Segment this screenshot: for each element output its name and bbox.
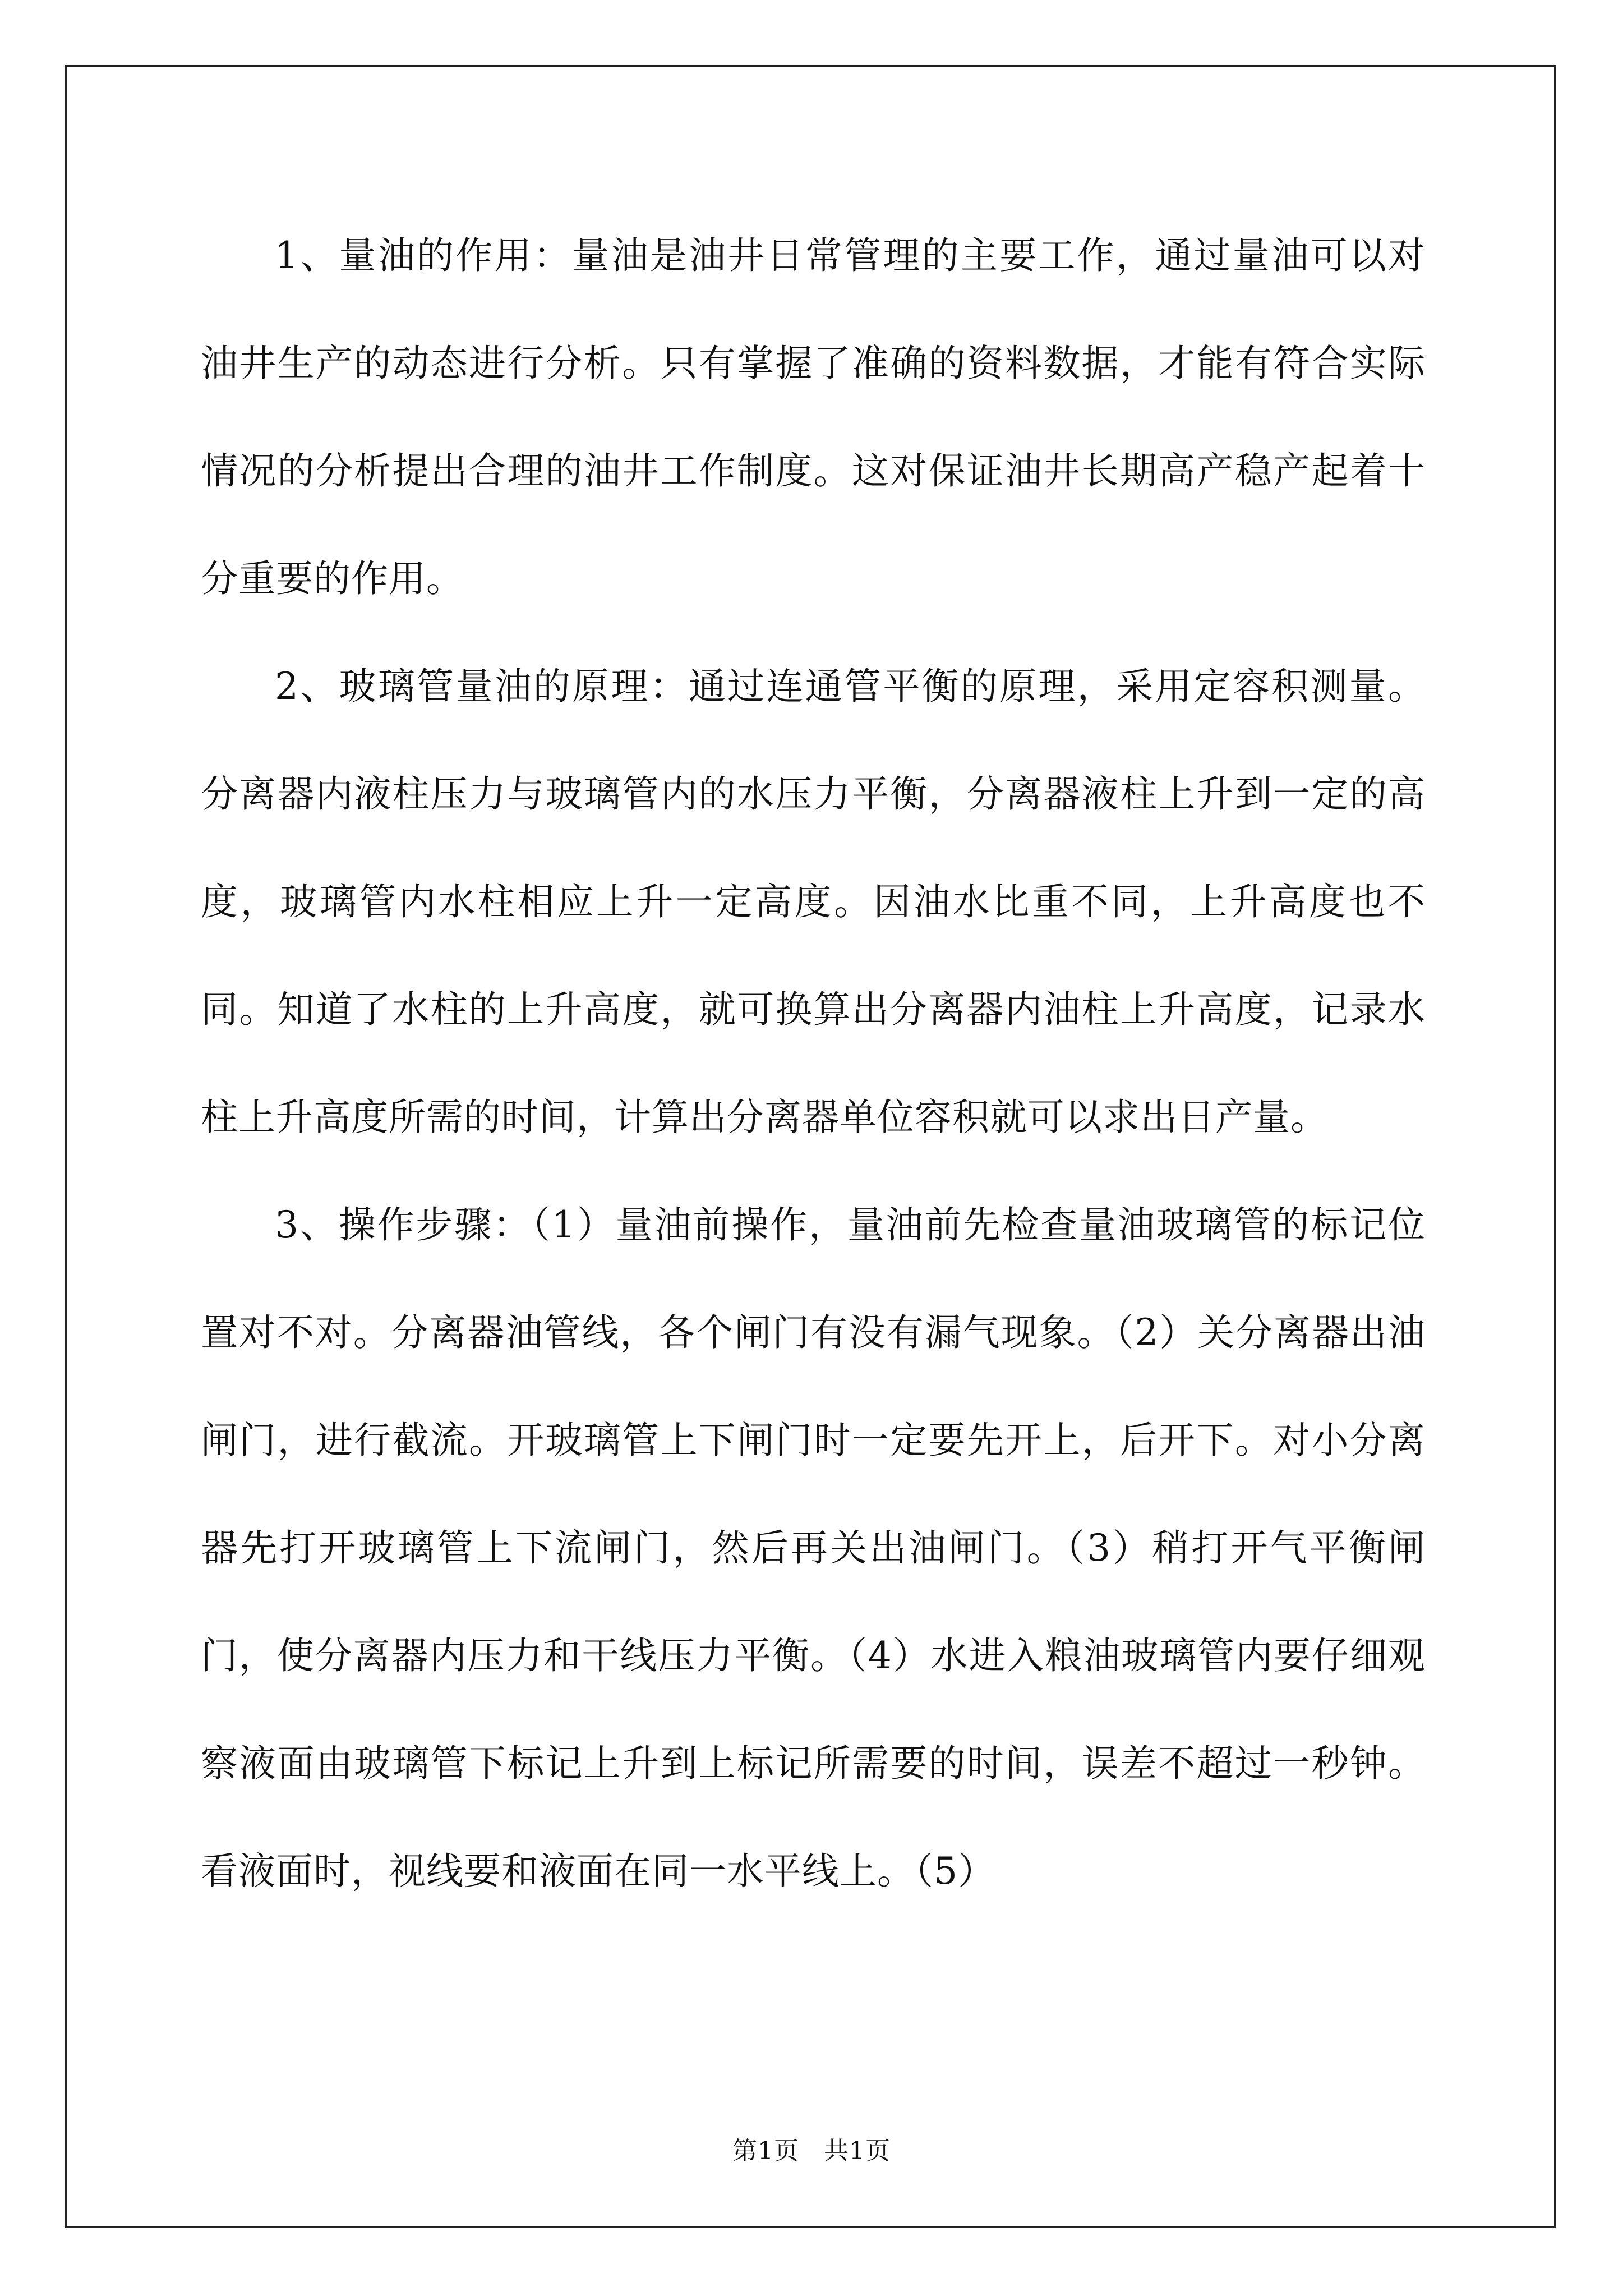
paragraph-oil-measurement-purpose: 1、量油的作用：量油是油井日常管理的主要工作，通过量油可以对油井生产的动态进行分析。只有掌握了准确的资料数据，才能有符合实际情况的分析提出合理的油井工作制度。这对保证油井长期高产稳产起着十分重要的作用。	[201, 234, 1426, 600]
page-number: 第1页	[732, 2137, 799, 2165]
paragraph-glass-tube-principle: 2、玻璃管量油的原理：通过连通管平衡的原理，采用定容积测量。分离器内液柱压力与玻璃管内的水压力平衡，分离器液柱上升到一定的高度，玻璃管内水柱相应上升一定高度。因油水比重不同，上升高度也不同。知道了水柱的上升高度，就可换算出分离器内油柱上升高度，记录水柱上升高度所需的时间，计算出分离器单位容积就可以求出日产量。	[201, 665, 1426, 1139]
paragraph-operation-steps: 3、操作步骤：（1）量油前操作，量油前先检查量油玻璃管的标记位置对不对。分离器油管线，各个闸门有没有漏气现象。（2）关分离器出油闸门，进行截流。开玻璃管上下闸门时一定要先开上，后开下。对小分离器先打开玻璃管上下流闸门，然后再关出油闸门。（3）稍打开气平衡闸门，使分离器内压力和干线压力平衡。（4）水进入粮油玻璃管内要仔细观察液面由玻璃管下标记上升到上标记所需要的时间，误差不超过一秒钟。看液面时，视线要和液面在同一水平线上。（5）	[201, 1203, 1426, 1893]
page-footer	[0, 2134, 1623, 2168]
page-total: 共1页	[824, 2137, 891, 2165]
document-body	[201, 202, 1426, 1925]
